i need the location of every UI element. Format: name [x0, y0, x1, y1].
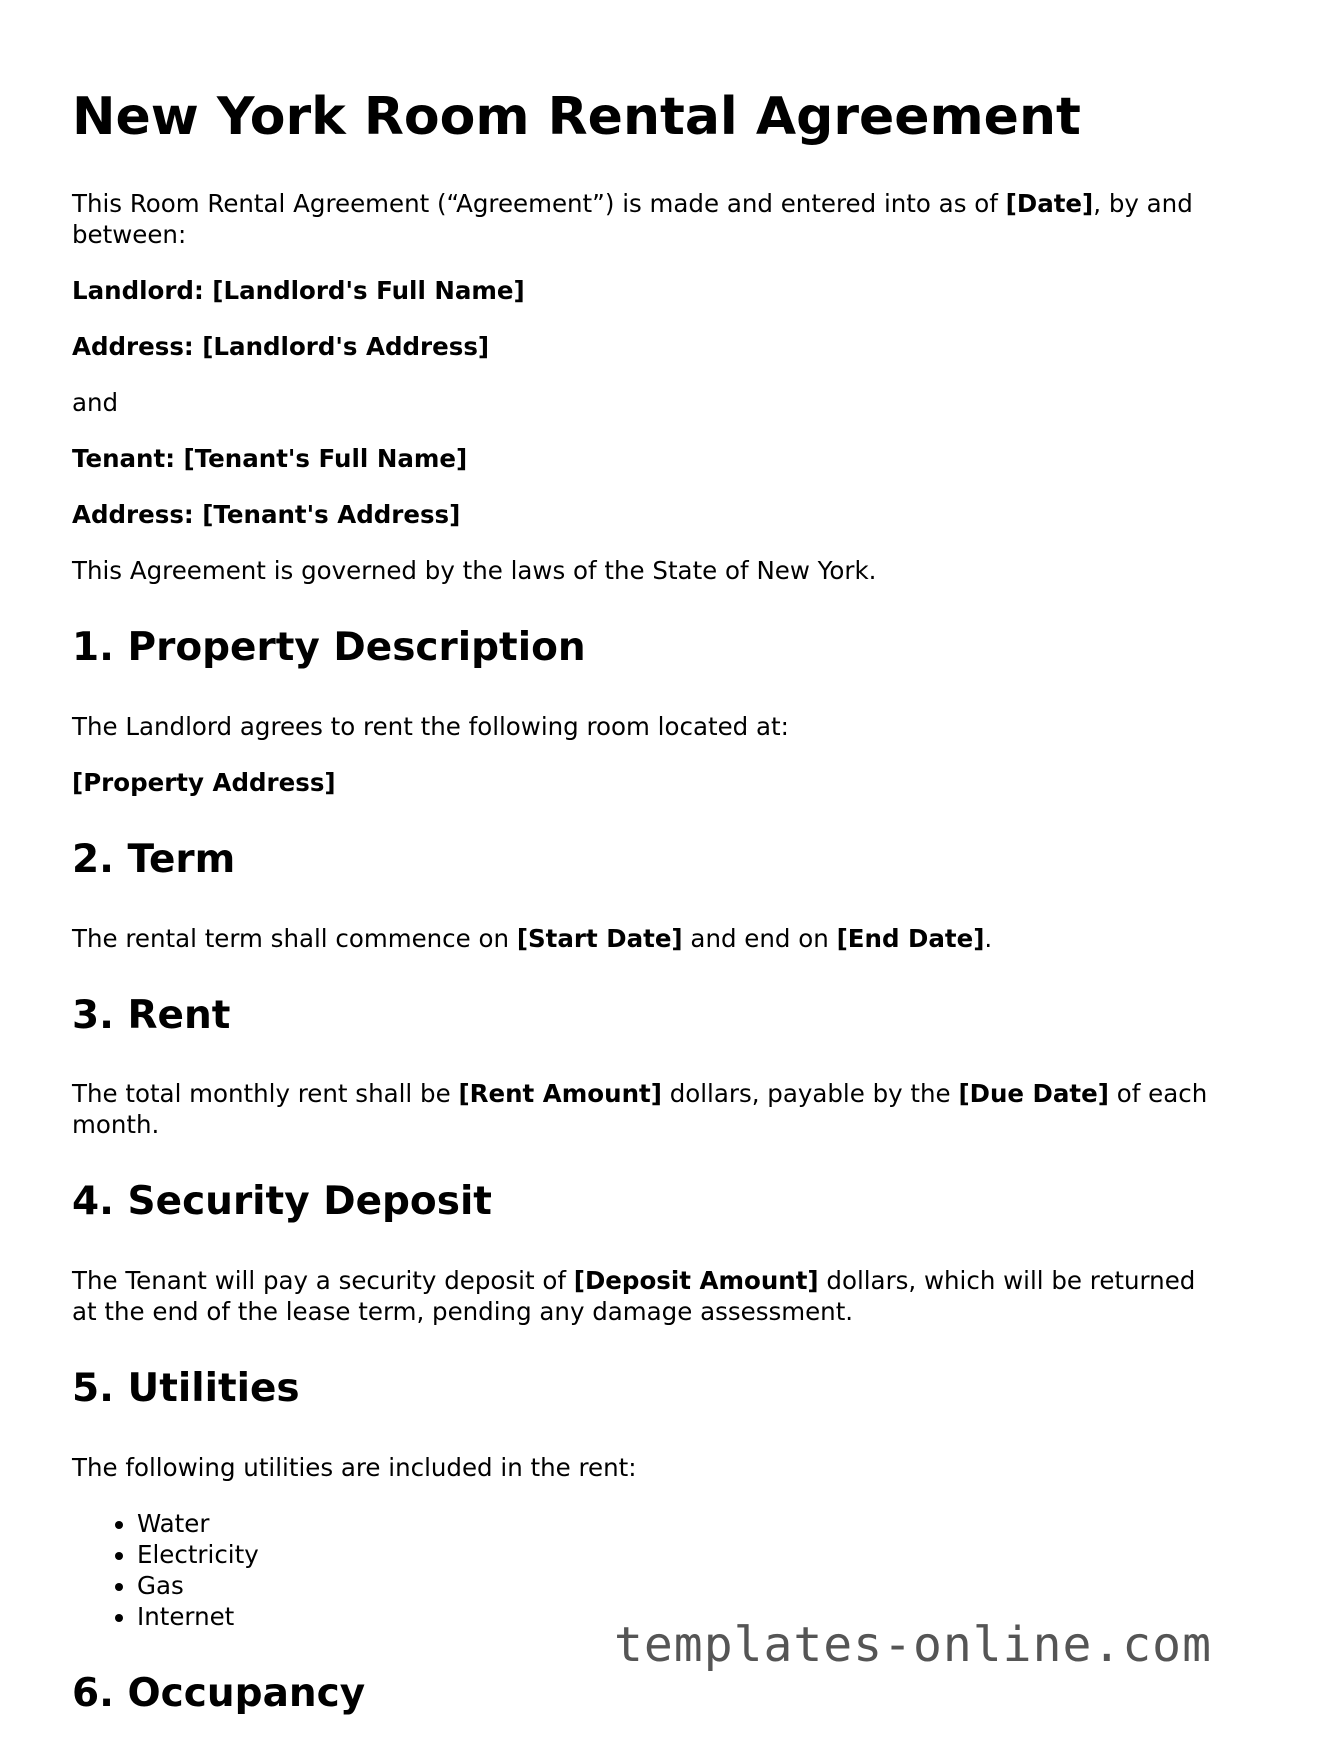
rent-text-2: dollars, payable by the [661, 1079, 959, 1109]
deposit-text-2: dollars, which will be returned at the end of the lease term, pending any damage assessment. [72, 1266, 1196, 1327]
section-heading-rent: 3. Rent [72, 992, 231, 1038]
deposit-text-1: The Tenant will pay a security deposit of [72, 1266, 574, 1296]
due-date-placeholder: [Due Date] [958, 1079, 1109, 1109]
term-text-1: The rental term shall commence on [72, 923, 517, 953]
list-item: • Water [137, 1508, 1212, 1539]
document-title: New York Room Rental Agreement [72, 87, 1081, 147]
start-date-placeholder: [Start Date] [516, 923, 683, 953]
utilities-list [72, 1508, 1212, 1632]
tenant-name: Tenant: [Tenant's Full Name] [72, 443, 468, 473]
deposit-paragraph [72, 1265, 1212, 1327]
landlord-address: Address: [Landlord's Address] [72, 331, 490, 361]
tenant-address: Address: [Tenant's Address] [72, 499, 461, 529]
intro-text-after: , by and between: [72, 188, 1193, 249]
property-text: The Landlord agrees to rent the following room located at: [72, 711, 789, 741]
term-paragraph [72, 923, 1212, 954]
section-heading-deposit: 4. Security Deposit [72, 1179, 492, 1225]
watermark: templates-online.com [614, 1617, 1212, 1673]
list-item: • Electricity [137, 1539, 1212, 1570]
rent-text-3: of each month. [72, 1079, 1208, 1140]
document-page [72, 88, 1212, 1757]
term-text-3: . [984, 923, 993, 953]
rent-paragraph [72, 1078, 1212, 1140]
intro-paragraph [72, 188, 1212, 250]
deposit-amount-placeholder: [Deposit Amount] [573, 1266, 819, 1296]
governing-law-text: This Agreement is governed by the laws of the State of New York. [72, 555, 877, 585]
list-item: • Internet [137, 1601, 1212, 1632]
property-address-placeholder: [Property Address] [72, 767, 336, 797]
section-heading-property: 1. Property Description [72, 624, 586, 670]
landlord-name: Landlord: [Landlord's Full Name] [72, 275, 525, 305]
intro-text-before: This Room Rental Agreement (“Agreement”) is made and entered into as of [72, 188, 1006, 218]
section-heading-utilities: 5. Utilities [72, 1366, 300, 1412]
rent-text-1: The total monthly rent shall be [72, 1079, 459, 1109]
utilities-text: The following utilities are included in the rent: [72, 1453, 637, 1483]
and-text: and [72, 387, 119, 417]
end-date-placeholder: [End Date] [836, 923, 985, 953]
list-item: • Gas [137, 1570, 1212, 1601]
agreement-date-placeholder: [Date] [1005, 188, 1094, 218]
section-heading-term: 2. Term [72, 836, 236, 882]
rent-amount-placeholder: [Rent Amount] [458, 1079, 662, 1109]
term-text-2: and end on [682, 923, 837, 953]
section-heading-occupancy: 6. Occupancy [72, 1671, 366, 1717]
